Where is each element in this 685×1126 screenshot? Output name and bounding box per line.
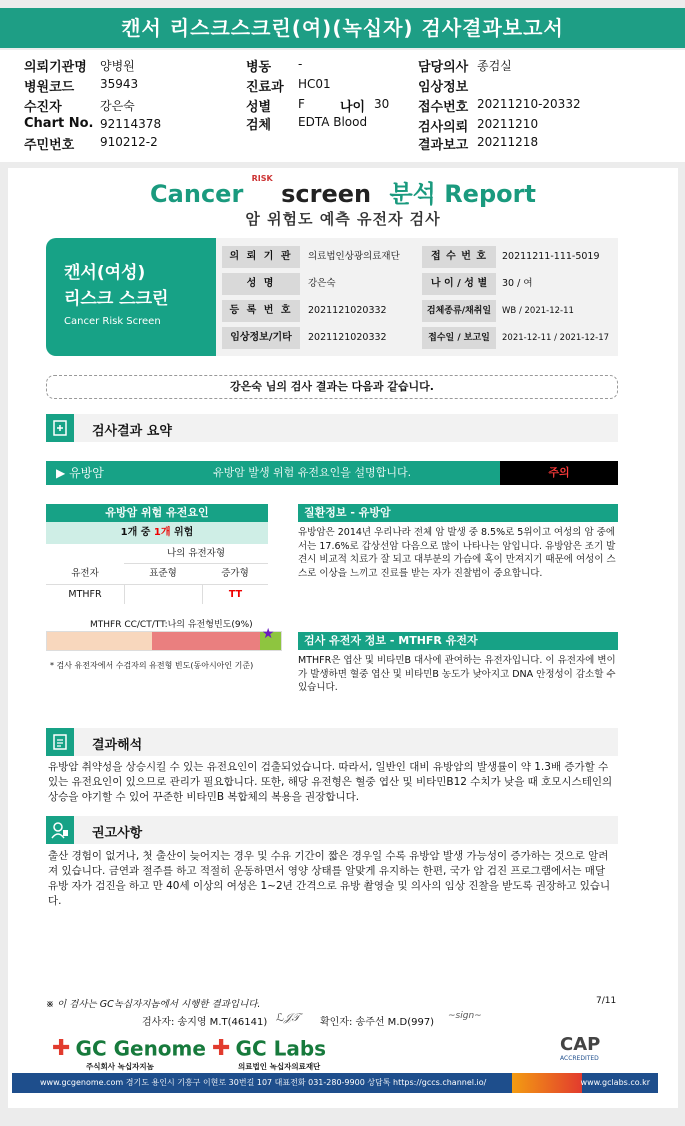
- freq-seg-cc: [47, 632, 152, 650]
- summary-section-title: 검사결과 요약: [92, 424, 172, 439]
- gc-genome-logo: [52, 1036, 206, 1072]
- count-post: 위험: [174, 527, 194, 538]
- footer-address: www.gcgenome.com 경기도 용인시 기흥구 이현로 30번길 107 대표전화 031-280-9900 상담톡 https://gccs.channel.io/: [40, 1078, 487, 1087]
- gc-genome-text: GC Genome: [75, 1036, 206, 1061]
- patient-header: [0, 50, 685, 162]
- brand-screen: screen: [281, 180, 372, 208]
- brand-risk: RISK: [251, 174, 273, 183]
- ward-label: 병동: [246, 60, 272, 75]
- greeting-box: 강은숙 님의 검사 결과는 다음과 같습니다.: [46, 375, 618, 399]
- interp-text: 유방암 취약성을 상승시킬 수 있는 유전요인이 검출되었습니다. 따라서, 일반인 대비 유방암의 발생률이 약 1.3배 증가할 수 있는 유전요인이 있으므로 관리가 필요합니다. 또한, 해당 유전형은 혈중 엽산 및 비타민B12 수치가 낮을 때 호모시스테인의 상승을 야기할 수 있어 꾸준한 비타민B 복합체의 복용을 권장합니다.: [48, 761, 613, 803]
- brand-analysis: 분석 Report: [389, 180, 536, 208]
- cap-sub: ACCREDITED: [560, 1055, 599, 1062]
- risk-tag: [46, 461, 126, 485]
- info-reg: 2021121020332: [308, 305, 387, 316]
- advice-section-header: [46, 816, 618, 844]
- summary-section-header: [46, 414, 618, 442]
- advice-text: 출산 경험이 없거나, 첫 출산이 늦어지는 경우 및 수유 기간이 짧은 경우일 수록 유방암 발생 가능성이 증가하는 것으로 알려져 있습니다. 금연과 절주를 하고 적절히 운동하면서 영양 상태를 알맞게 유지하는 한편, 국가 암 검진 프로그램에서는 매달 유방 자가 검진을 하고 만 40세 이상의 여성은 1~2년 간격으로 유방 촬영술 및 의사의 임상 진찰을 받도록 권장하고 있습니다.: [48, 850, 611, 907]
- info-name: 강은숙: [308, 278, 336, 289]
- rrn-value: 910212-2: [100, 135, 158, 149]
- brand-cancer: Cancer: [150, 180, 244, 208]
- gc-labs-text: GC Labs: [235, 1036, 327, 1061]
- info-spec-label: 검체종류/채취일: [422, 300, 496, 322]
- info-name-label: 성 명: [222, 273, 300, 295]
- sex-value: F: [298, 97, 305, 111]
- info-org-label: 의 뢰 기 관: [222, 246, 300, 268]
- panel-box: [46, 238, 216, 356]
- freq-bar: [46, 626, 282, 651]
- confirmer-signature: ~sign~: [448, 1011, 482, 1021]
- gc-labs-sub: 의료법인 녹십자의료재단: [238, 1062, 321, 1071]
- age-label: 나이: [340, 100, 366, 115]
- info-date: 2021-12-11 / 2021-12-17: [502, 333, 610, 343]
- footer-labs-url: www.gclabs.co.kr: [580, 1078, 650, 1087]
- report-title: 캔서 리스크스크린(여)(녹십자) 검사결과보고서: [0, 8, 685, 48]
- col-gene: 유전자: [71, 568, 99, 579]
- gene-name: MTHFR: [46, 584, 124, 604]
- gene-normal: [124, 584, 202, 604]
- brand-title: [8, 174, 678, 209]
- col-inc: 증가형: [221, 568, 249, 579]
- gene-info-title: 검사 유전자 정보 - MTHFR 유전자: [298, 632, 618, 650]
- clipboard-plus-icon: [46, 414, 74, 442]
- info-date-label: 접수일 / 보고일: [422, 327, 496, 349]
- chart-value: 92114378: [100, 117, 162, 131]
- count-num: 1개: [153, 527, 171, 538]
- code-value: 35943: [100, 77, 139, 91]
- risk-tag-label: 유방암: [69, 466, 104, 480]
- receipt-label: 접수번호: [418, 100, 469, 115]
- panel-title2: 리스크 스크린: [64, 289, 169, 309]
- confirmer: 확인자: 송주선 M.D(997): [320, 1017, 435, 1028]
- specimen-value: EDTA Blood: [298, 115, 368, 129]
- count-pre: 1개 중: [120, 527, 151, 538]
- info-org: 의료법인상광의료재단: [308, 251, 400, 262]
- panel-title1: 캔서(여성): [64, 263, 146, 283]
- gene-table-title: 유방암 위험 유전요인: [46, 504, 268, 522]
- gene-count-row: [46, 522, 268, 544]
- rrn-label: 주민번호: [24, 138, 75, 153]
- panel-title3: Cancer Risk Screen: [64, 316, 161, 327]
- info-reg-label: 등 록 번 호: [222, 300, 300, 322]
- age-value: 30: [374, 97, 390, 111]
- info-clin: 2021121020332: [308, 332, 387, 343]
- tester-signature: ℒ𝒥𝒯: [276, 1011, 300, 1024]
- gc-cross-icon-2: ✚: [212, 1036, 231, 1061]
- info-clin-label: 임상정보/기타: [222, 327, 300, 349]
- risk-bar: [46, 461, 618, 485]
- disease-info-text: 유방암은 2014년 우리나라 전체 암 발생 중 8.5%로 5위이고 여성의 암 중에서는 17.6%로 갑상선암 다음으로 많이 나타나는 암입니다. 유방암은 조기 발견시 비교적 치료가 잘 되고 대부분의 가슴에 혹이 만져지기 때문에 여성이 스스로 이상을 느끼고 진료를 받는 자가 진찰법이 중요합니다.: [298, 527, 616, 579]
- freq-note: * 검사 유전자에서 수검자의 유전형 빈도(동아시아인 기준): [50, 661, 254, 670]
- request-value: 20211210: [477, 117, 539, 131]
- info-recv: 20211211-111-5019: [502, 251, 600, 262]
- result-label: 결과보고: [418, 138, 469, 153]
- gc-labs-logo: [212, 1036, 326, 1072]
- chart-label: Chart No.: [24, 116, 94, 131]
- doctor-icon: [46, 816, 74, 844]
- patient-label: 수진자: [24, 100, 62, 115]
- disease-info-title: 질환정보 - 유방암: [298, 504, 618, 522]
- footer-bar: [12, 1073, 658, 1093]
- gene-inc: TT: [202, 584, 268, 604]
- my-type-header: 나의 유전자형: [124, 544, 268, 564]
- gc-genome-sub: 주식회사 녹십자지놈: [86, 1062, 154, 1071]
- ward-value: -: [298, 57, 303, 71]
- patient-value: 강은숙: [100, 99, 135, 113]
- gene-info-text: MTHFR은 엽산 및 비타민B 대사에 관여하는 유전자입니다. 이 유전자에 변이가 발생하면 혈중 엽산 및 비타민B 농도가 낮아지고 DNA 안정성이 감소할 수 있습니다.: [298, 655, 616, 693]
- doctor-value: 종검실: [477, 59, 512, 73]
- interp-section-title: 결과해석: [92, 738, 143, 753]
- risk-warning-badge: 주의: [500, 461, 618, 485]
- risk-desc: 유방암 발생 위험 유전요인을 설명합니다.: [212, 466, 412, 479]
- cap-logo: [560, 1034, 600, 1062]
- info-spec: WB / 2021-12-11: [502, 306, 574, 316]
- hospital-label: 의뢰기관명: [24, 60, 87, 75]
- tester: 검사자: 송지영 M.T(46141): [142, 1017, 268, 1028]
- page-number: 7/11: [596, 996, 617, 1006]
- play-icon: ▶: [56, 466, 66, 480]
- footer-note: ※ 이 검사는 GC녹십자지놈에서 시행한 결과입니다.: [46, 999, 261, 1010]
- gc-cross-icon: ✚: [52, 1036, 71, 1061]
- receipt-value: 20211210-20332: [477, 97, 581, 111]
- dept-label: 진료과: [246, 80, 284, 95]
- advice-section-title: 권고사항: [92, 826, 143, 841]
- report-subtitle: 암 위험도 예측 유전자 검사: [245, 210, 441, 228]
- freq-seg-tt: [260, 626, 281, 650]
- cap-text: CAP: [560, 1034, 601, 1055]
- dept-value: HC01: [298, 77, 331, 91]
- info-table: [216, 238, 618, 356]
- request-label: 검사의뢰: [418, 120, 469, 135]
- hospital-value: 양병원: [100, 59, 135, 73]
- interp-section-header: [46, 728, 618, 756]
- sex-label: 성별: [246, 100, 272, 115]
- doctor-label: 담당의사: [418, 60, 469, 75]
- star-icon: ★: [261, 626, 275, 642]
- specimen-label: 검체: [246, 118, 272, 133]
- code-label: 병원코드: [24, 80, 75, 95]
- freq-seg-ct: [152, 632, 260, 650]
- clinical-label: 임상정보: [418, 80, 469, 95]
- result-value: 20211218: [477, 135, 539, 149]
- info-agesex-label: 나 이 / 성 별: [422, 273, 496, 295]
- freq-label: MTHFR CC/CT/TT:나의 유전형빈도(9%): [90, 620, 253, 630]
- gene-table: [46, 504, 268, 606]
- col-normal: 표준형: [149, 568, 177, 579]
- footer-accent: [512, 1073, 582, 1093]
- clipboard-icon: [46, 728, 74, 756]
- info-recv-label: 접 수 번 호: [422, 246, 496, 268]
- info-agesex: 30 / 여: [502, 278, 533, 289]
- report-page: [8, 168, 678, 1108]
